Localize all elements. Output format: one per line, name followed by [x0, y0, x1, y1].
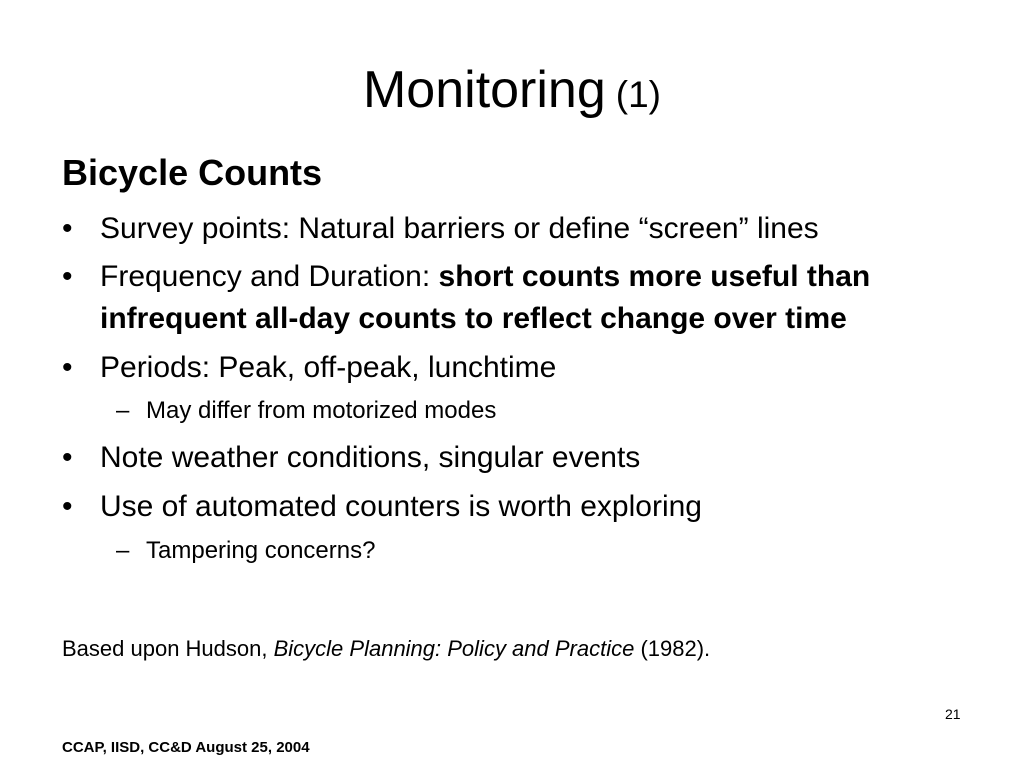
bullet-marker: •: [62, 490, 73, 523]
citation: [62, 634, 710, 664]
bullet-text: Survey points: Natural barriers or define “screen” lines: [100, 212, 819, 245]
sub-bullet-text: Tampering concerns?: [146, 537, 376, 564]
slide-title: [0, 61, 1024, 119]
bullet-text: Note weather conditions, singular events: [100, 441, 641, 474]
bullet-text: Periods: Peak, off-peak, lunchtime: [100, 351, 557, 384]
citation-suffix: (1982).: [634, 636, 711, 661]
title-text: Monitoring: [362, 61, 606, 119]
citation-book-title: Bicycle Planning: Policy and Practice: [273, 636, 635, 661]
bullet-text: Use of automated counters is worth exploring: [100, 490, 702, 523]
section-heading: Bicycle Counts: [62, 152, 323, 193]
bullet-bold-text: short counts more useful than: [438, 260, 871, 293]
footer: CCAP, IISD, CC&D August 25, 2004: [62, 739, 310, 756]
bullet-bold-text-line-2: infrequent all-day counts to reflect change over time: [100, 302, 847, 335]
bullet-marker: •: [62, 351, 73, 384]
sub-bullet-marker: –: [116, 397, 130, 424]
bullet-text: Frequency and Duration:: [100, 260, 439, 293]
bullet-line-1: [100, 256, 870, 298]
citation-prefix: Based upon Hudson,: [62, 636, 274, 661]
title-suffix: (1): [615, 74, 662, 115]
page-number: 21: [945, 706, 961, 722]
bullet-marker: •: [62, 212, 73, 245]
sub-bullet-text: May differ from motorized modes: [146, 397, 497, 424]
bullet-marker: •: [62, 260, 73, 293]
bullet-marker: •: [62, 441, 73, 474]
sub-bullet-marker: –: [116, 537, 130, 564]
bullet-text-block: [100, 256, 870, 340]
